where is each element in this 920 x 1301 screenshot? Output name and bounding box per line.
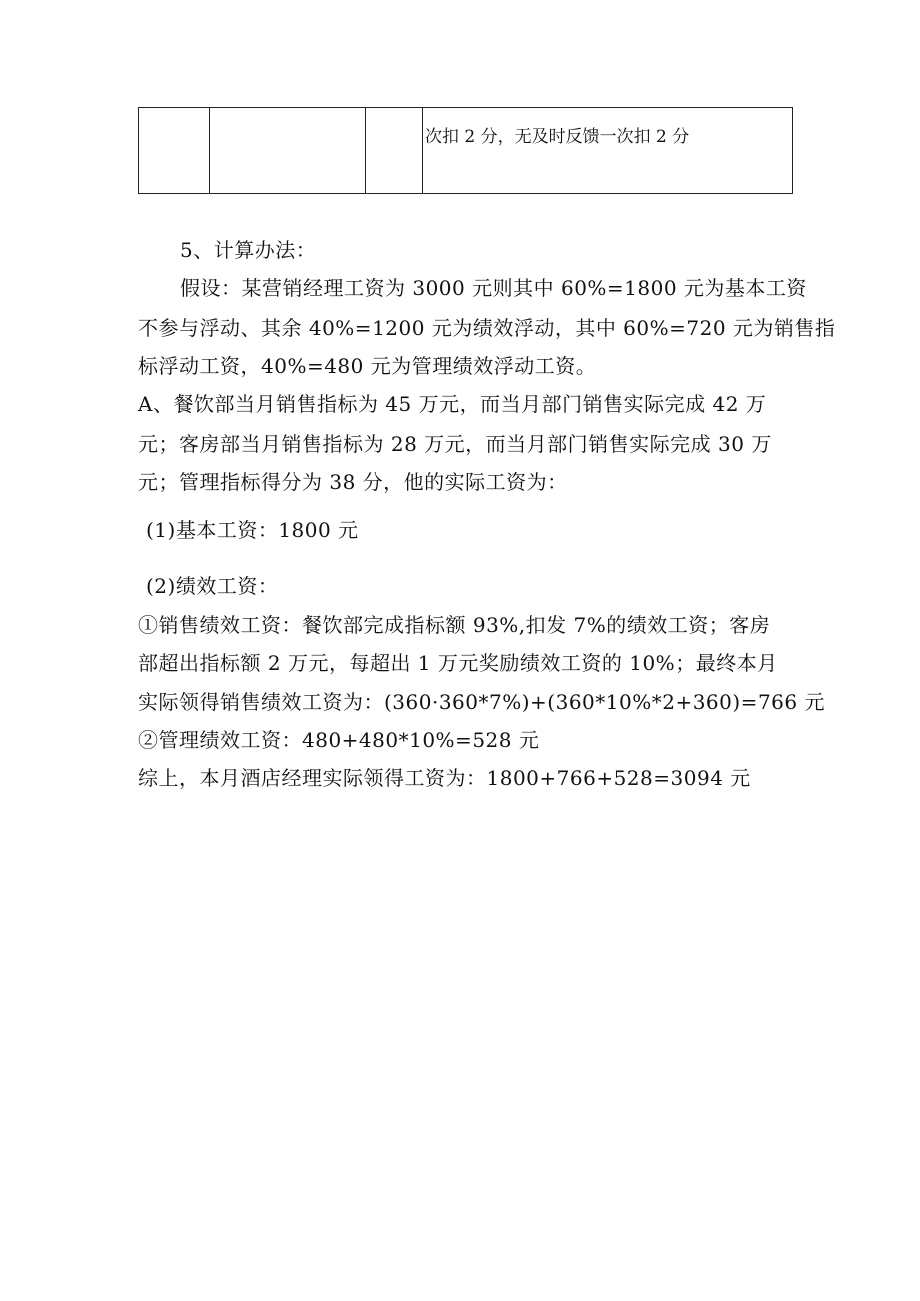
assumption-line-3: 标浮动工资，40%=480 元为管理绩效浮动工资。 — [138, 354, 597, 378]
score-table-fragment — [138, 107, 793, 194]
sales-perf-line-2: 部超出指标额 2 万元，每超出 1 万元奖励绩效工资的 10%；最终本月 — [138, 651, 778, 675]
table-cell — [139, 108, 210, 194]
table-cell — [210, 108, 366, 194]
assumption-line-2: 不参与浮动、其余 40%=1200 元为绩效浮动，其中 60%=720 元为销售指 — [138, 316, 836, 340]
table-cell-rule-text: 次扣 2 分，无及时反馈一次扣 2 分 — [423, 108, 793, 194]
summary-line: 综上，本月酒店经理实际领得工资为：1800+766+528=3094 元 — [138, 766, 751, 790]
case-a-line-2: 元；客房部当月销售指标为 28 万元，而当月部门销售实际完成 30 万 — [138, 432, 772, 456]
section-heading: 5、计算办法： — [180, 238, 317, 262]
case-a-line-1: A、餐饮部当月销售指标为 45 万元，而当月部门销售实际完成 42 万 — [138, 392, 767, 416]
sales-perf-line-3: 实际领得销售绩效工资为：(360·360*7%)+(360*10%*2+360)=766 元 — [138, 690, 825, 714]
case-a-line-3: 元；管理指标得分为 38 分，他的实际工资为： — [138, 470, 568, 494]
assumption-line-1: 假设：某营销经理工资为 3000 元则其中 60%=1800 元为基本工资 — [180, 276, 807, 300]
table-row — [139, 108, 793, 194]
table-cell — [366, 108, 423, 194]
sales-perf-line-1: ①销售绩效工资：餐饮部完成指标额 93%,扣发 7%的绩效工资；客房 — [138, 613, 771, 637]
mgmt-perf-line: ②管理绩效工资：480+480*10%=528 元 — [138, 728, 540, 752]
basic-salary-line: (1)基本工资：1800 元 — [146, 518, 359, 542]
performance-heading: (2)绩效工资： — [146, 574, 279, 598]
